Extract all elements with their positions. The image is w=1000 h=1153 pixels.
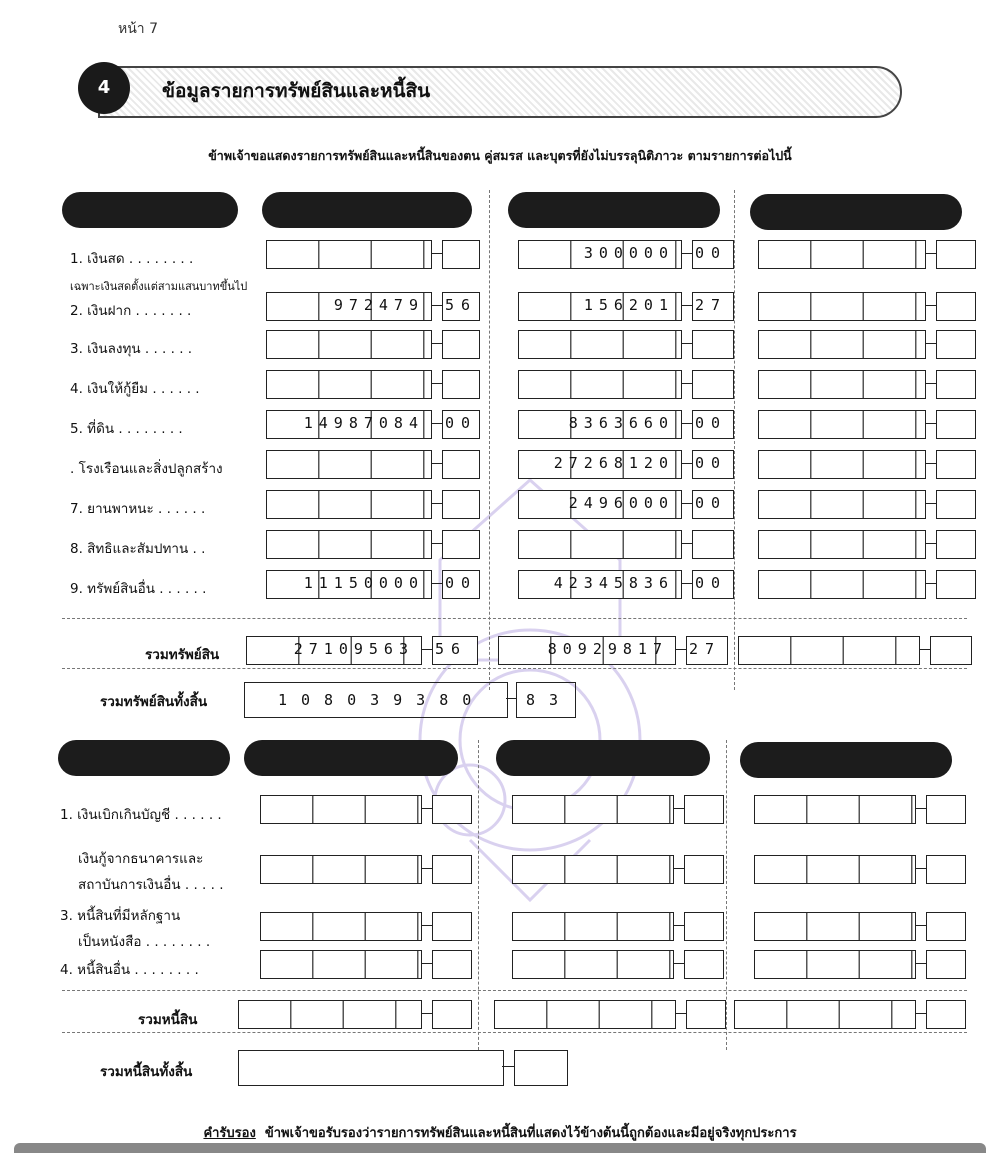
asset-row-6-col2-satang: 00	[695, 454, 728, 472]
asset-subtotal-col1-baht: 27109563	[293, 640, 414, 658]
asset-row-2-col2-baht: 156201	[583, 296, 674, 314]
asset-row-1-col2-baht: 300000	[583, 244, 674, 262]
section-title: ข้อมูลรายการทรัพย์สินและหนี้สิน	[162, 80, 431, 102]
section-number: 4	[78, 62, 130, 114]
asset-row-7-col2-satang: 00	[695, 494, 728, 512]
asset-row-label: 3. เงินลงทุน . . . . . .	[70, 341, 193, 357]
liability-row-label: 4. หนี้สินอื่น . . . . . . . .	[60, 962, 199, 978]
liability-header-type	[58, 740, 230, 776]
asset-row-2-col1-satang: 56	[445, 296, 478, 314]
asset-subtotal-label: รวมทรัพย์สิน	[145, 647, 220, 663]
asset-subtotal-col1-satang: 56	[435, 640, 468, 658]
cash-threshold-note: เฉพาะเงินสดตั้งแต่สามแสนบาทขึ้นไป	[70, 280, 248, 293]
liability-subtotal-label: รวมหนี้สิน	[138, 1012, 198, 1028]
asset-row-5-col2-satang: 00	[695, 414, 728, 432]
certification	[0, 1122, 1000, 1143]
asset-row-9-col2-baht: 42345836	[553, 574, 674, 592]
asset-row-9-col1-satang: 00	[445, 574, 478, 592]
asset-grand-total-baht: 108039380	[278, 691, 486, 709]
section-banner	[78, 62, 900, 118]
asset-row-label: 8. สิทธิและสัมปทาน . .	[70, 541, 206, 557]
asset-row-5-col2-baht: 8363660	[568, 414, 674, 432]
asset-row-2-col2-satang: 27	[695, 296, 728, 314]
asset-header-declarant	[262, 192, 472, 228]
asset-grand-total-label: รวมทรัพย์สินทั้งสิ้น	[100, 694, 208, 710]
asset-row-6-col2-baht: 27268120	[553, 454, 674, 472]
asset-row-label: 2. เงินฝาก . . . . . . .	[70, 303, 192, 319]
certification-heading: คำรับรอง	[203, 1126, 256, 1141]
liability-row-label: 1. เงินเบิกเกินบัญชี . . . . . .	[60, 807, 222, 823]
liability-header-declarant	[244, 740, 458, 776]
asset-row-label: 4. เงินให้กู้ยืม . . . . . .	[70, 381, 200, 397]
asset-row-9-col1-baht: 11150000	[303, 574, 424, 592]
asset-row-5-col1-baht: 14987084	[303, 414, 424, 432]
asset-subtotal-col2-satang: 27	[689, 640, 722, 658]
liability-grand-total-label: รวมหนี้สินทั้งสิ้น	[100, 1064, 193, 1080]
asset-header-type	[62, 192, 238, 228]
liability-header-spouse	[496, 740, 710, 776]
bottom-scroll-edge	[14, 1143, 986, 1153]
page-number: หน้า 7	[118, 21, 159, 37]
liability-header-children	[740, 742, 952, 778]
intro-text: ข้าพเจ้าขอแสดงรายการทรัพย์สินและหนี้สินของตน คู่สมรส และบุตรที่ยังไม่บรรลุนิติภาวะ ตามรายการต่อไปนี้	[208, 148, 792, 163]
asset-row-label: 1. เงินสด . . . . . . . .	[70, 251, 194, 267]
asset-row-7-col2-baht: 2496000	[568, 494, 674, 512]
asset-row-9-col2-satang: 00	[695, 574, 728, 592]
asset-row-label: . โรงเรือนและสิ่งปลูกสร้าง	[70, 461, 223, 477]
asset-header-spouse	[508, 192, 720, 228]
asset-header-children	[750, 194, 962, 230]
liability-row-label: 3. หนี้สินที่มีหลักฐาน	[60, 908, 181, 924]
certification-text: ข้าพเจ้าขอรับรองว่ารายการทรัพย์สินและหนี้สินที่แสดงไว้ข้างต้นนี้ถูกต้องและมีอยู่จริงทุกประการ	[264, 1126, 797, 1141]
liability-row-label: เป็นหนังสือ . . . . . . . .	[78, 934, 211, 950]
asset-row-label: 5. ที่ดิน . . . . . . . .	[70, 421, 183, 437]
asset-row-2-col1-baht: 972479	[333, 296, 424, 314]
asset-row-5-col1-satang: 00	[445, 414, 478, 432]
asset-row-1-col2-satang: 00	[695, 244, 728, 262]
asset-row-label: 7. ยานพาหนะ . . . . . .	[70, 501, 206, 517]
asset-row-label: 9. ทรัพย์สินอื่น . . . . . .	[70, 581, 207, 597]
asset-grand-total-satang: 83	[526, 691, 573, 709]
liability-row-label: สถาบันการเงินอื่น . . . . .	[78, 877, 224, 893]
asset-subtotal-col2-baht: 80929817	[547, 640, 668, 658]
liability-row-label: เงินกู้จากธนาคารและ	[78, 851, 204, 867]
